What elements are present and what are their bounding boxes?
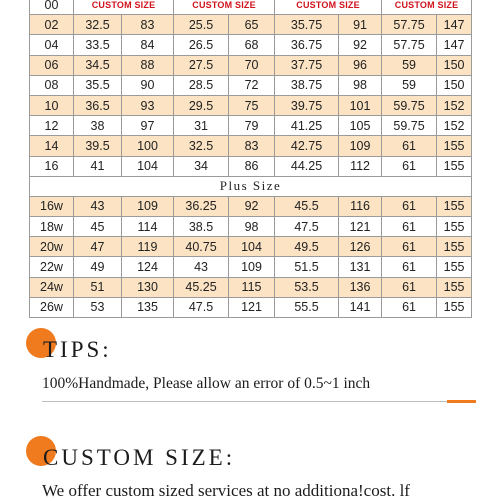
measure-cell: 147	[437, 15, 472, 35]
measure-cell: 32.5	[174, 136, 229, 156]
measure-cell: 57.75	[382, 35, 437, 55]
measure-cell: 121	[339, 217, 382, 237]
custom-size-text: We offer custom sized services at no additiona!cost. lf	[42, 481, 410, 500]
measure-cell: 25.5	[174, 15, 229, 35]
size-cell: 16w	[30, 196, 74, 216]
measure-cell: 126	[339, 237, 382, 257]
table-row	[30, 75, 472, 95]
table-row	[30, 55, 472, 75]
table-row	[30, 116, 472, 136]
measure-cell: 51.5	[275, 257, 339, 277]
size-cell: 02	[30, 15, 74, 35]
measure-cell: 33.5	[74, 35, 122, 55]
measure-cell: 109	[229, 257, 275, 277]
measure-cell: 40.75	[174, 237, 229, 257]
measure-cell: 136	[339, 277, 382, 297]
measure-cell: 61	[382, 156, 437, 176]
custom-size-label: CUSTOM SIZE	[174, 0, 275, 15]
measure-cell: 84	[122, 35, 174, 55]
size-cell: 18w	[30, 217, 74, 237]
measure-cell: 41	[74, 156, 122, 176]
table-row	[30, 277, 472, 297]
measure-cell: 124	[122, 257, 174, 277]
measure-cell: 41.25	[275, 116, 339, 136]
measure-cell: 26.5	[174, 35, 229, 55]
size-cell: 24w	[30, 277, 74, 297]
measure-cell: 27.5	[174, 55, 229, 75]
measure-cell: 39.75	[275, 95, 339, 115]
measure-cell: 59.75	[382, 116, 437, 136]
size-cell: 20w	[30, 237, 74, 257]
measure-cell: 53	[74, 297, 122, 317]
table-row	[30, 15, 472, 35]
measure-cell: 36.25	[174, 196, 229, 216]
measure-cell: 47.5	[174, 297, 229, 317]
table-row	[30, 237, 472, 257]
measure-cell: 86	[229, 156, 275, 176]
measure-cell: 104	[122, 156, 174, 176]
table-row	[30, 297, 472, 317]
measure-cell: 55.5	[275, 297, 339, 317]
measure-cell: 100	[122, 136, 174, 156]
measure-cell: 68	[229, 35, 275, 55]
measure-cell: 92	[339, 35, 382, 55]
table-row	[30, 156, 472, 176]
measure-cell: 155	[437, 237, 472, 257]
size-cell: 22w	[30, 257, 74, 277]
measure-cell: 38.75	[275, 75, 339, 95]
measure-cell: 61	[382, 196, 437, 216]
measure-cell: 70	[229, 55, 275, 75]
measure-cell: 44.25	[275, 156, 339, 176]
measure-cell: 97	[122, 116, 174, 136]
measure-cell: 28.5	[174, 75, 229, 95]
measure-cell: 36.5	[74, 95, 122, 115]
measure-cell: 38.5	[174, 217, 229, 237]
tips-section	[0, 325, 500, 415]
measure-cell: 43	[174, 257, 229, 277]
table-row	[30, 257, 472, 277]
measure-cell: 155	[437, 196, 472, 216]
plus-size-label: Plus Size	[30, 176, 472, 196]
measure-cell: 34	[174, 156, 229, 176]
measure-cell: 36.75	[275, 35, 339, 55]
measure-cell: 130	[122, 277, 174, 297]
measure-cell: 152	[437, 116, 472, 136]
measure-cell: 91	[339, 15, 382, 35]
measure-cell: 42.75	[275, 136, 339, 156]
measure-cell: 150	[437, 75, 472, 95]
size-cell: 08	[30, 75, 74, 95]
tips-title: TIPS:	[43, 337, 112, 362]
tips-divider	[42, 401, 447, 402]
measure-cell: 31	[174, 116, 229, 136]
measure-cell: 155	[437, 297, 472, 317]
measure-cell: 34.5	[74, 55, 122, 75]
table-row	[30, 95, 472, 115]
measure-cell: 53.5	[275, 277, 339, 297]
size-table	[29, 0, 472, 318]
measure-cell: 61	[382, 217, 437, 237]
measure-cell: 49	[74, 257, 122, 277]
measure-cell: 57.75	[382, 15, 437, 35]
measure-cell: 61	[382, 257, 437, 277]
measure-cell: 121	[229, 297, 275, 317]
measure-cell: 98	[229, 217, 275, 237]
measure-cell: 92	[229, 196, 275, 216]
measure-cell: 61	[382, 297, 437, 317]
measure-cell: 90	[122, 75, 174, 95]
table-header-row	[30, 0, 472, 15]
plus-size-row	[30, 176, 472, 196]
measure-cell: 51	[74, 277, 122, 297]
measure-cell: 93	[122, 95, 174, 115]
size-cell: 14	[30, 136, 74, 156]
measure-cell: 109	[339, 136, 382, 156]
measure-cell: 135	[122, 297, 174, 317]
measure-cell: 65	[229, 15, 275, 35]
custom-size-section	[0, 436, 500, 500]
custom-size-title: CUSTOM SIZE:	[43, 445, 236, 470]
table-row	[30, 35, 472, 55]
table-row	[30, 136, 472, 156]
measure-cell: 155	[437, 136, 472, 156]
size-cell: 16	[30, 156, 74, 176]
measure-cell: 155	[437, 156, 472, 176]
measure-cell: 61	[382, 277, 437, 297]
measure-cell: 79	[229, 116, 275, 136]
measure-cell: 114	[122, 217, 174, 237]
measure-cell: 155	[437, 217, 472, 237]
measure-cell: 59.75	[382, 95, 437, 115]
measure-cell: 72	[229, 75, 275, 95]
measure-cell: 61	[382, 237, 437, 257]
measure-cell: 75	[229, 95, 275, 115]
measure-cell: 96	[339, 55, 382, 75]
measure-cell: 49.5	[275, 237, 339, 257]
measure-cell: 115	[229, 277, 275, 297]
measure-cell: 155	[437, 257, 472, 277]
measure-cell: 47	[74, 237, 122, 257]
measure-cell: 105	[339, 116, 382, 136]
size-cell: 12	[30, 116, 74, 136]
custom-size-label: CUSTOM SIZE	[382, 0, 472, 15]
measure-cell: 59	[382, 75, 437, 95]
measure-cell: 39.5	[74, 136, 122, 156]
measure-cell: 119	[122, 237, 174, 257]
measure-cell: 83	[122, 15, 174, 35]
measure-cell: 150	[437, 55, 472, 75]
size-cell: 10	[30, 95, 74, 115]
tips-accent-bar	[447, 400, 476, 403]
size-chart	[29, 0, 471, 318]
size-cell: 04	[30, 35, 74, 55]
measure-cell: 101	[339, 95, 382, 115]
measure-cell: 59	[382, 55, 437, 75]
measure-cell: 147	[437, 35, 472, 55]
measure-cell: 47.5	[275, 217, 339, 237]
measure-cell: 131	[339, 257, 382, 277]
measure-cell: 104	[229, 237, 275, 257]
measure-cell: 112	[339, 156, 382, 176]
size-cell: 26w	[30, 297, 74, 317]
measure-cell: 88	[122, 55, 174, 75]
measure-cell: 37.75	[275, 55, 339, 75]
measure-cell: 35.5	[74, 75, 122, 95]
size-cell: 00	[30, 0, 74, 15]
measure-cell: 116	[339, 196, 382, 216]
measure-cell: 35.75	[275, 15, 339, 35]
measure-cell: 43	[74, 196, 122, 216]
size-cell: 06	[30, 55, 74, 75]
measure-cell: 29.5	[174, 95, 229, 115]
measure-cell: 155	[437, 277, 472, 297]
measure-cell: 45.25	[174, 277, 229, 297]
tips-text: 100%Handmade, Please allow an error of 0.5~1 inch	[42, 375, 371, 392]
measure-cell: 32.5	[74, 15, 122, 35]
measure-cell: 83	[229, 136, 275, 156]
custom-size-label: CUSTOM SIZE	[275, 0, 382, 15]
table-row	[30, 217, 472, 237]
custom-size-label: CUSTOM SIZE	[74, 0, 174, 15]
measure-cell: 38	[74, 116, 122, 136]
measure-cell: 98	[339, 75, 382, 95]
measure-cell: 109	[122, 196, 174, 216]
measure-cell: 45	[74, 217, 122, 237]
measure-cell: 152	[437, 95, 472, 115]
measure-cell: 61	[382, 136, 437, 156]
measure-cell: 45.5	[275, 196, 339, 216]
measure-cell: 141	[339, 297, 382, 317]
table-row	[30, 196, 472, 216]
